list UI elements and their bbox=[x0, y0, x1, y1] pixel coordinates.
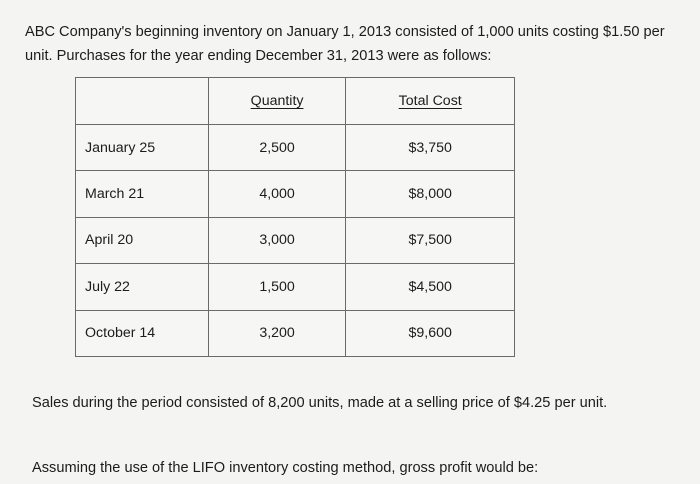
purchases-table bbox=[75, 77, 515, 357]
purchase-total-cost: $9,600 bbox=[346, 310, 515, 356]
purchase-total-cost: $4,500 bbox=[346, 264, 515, 310]
question-text: Assuming the use of the LIFO inventory costing method, gross profit would be: bbox=[32, 460, 539, 476]
purchase-date: April 20 bbox=[76, 217, 209, 263]
header-total-cost-label: Total Cost bbox=[398, 93, 462, 109]
purchase-total-cost: $8,000 bbox=[346, 171, 515, 217]
sales-text: Sales during the period consisted of 8,200 units, made at a selling price of $4.25 per unit. bbox=[32, 395, 608, 411]
table-header-row bbox=[76, 78, 515, 125]
purchase-date: January 25 bbox=[76, 125, 209, 171]
purchase-quantity: 4,000 bbox=[208, 171, 346, 217]
table-row bbox=[76, 171, 515, 217]
table-row bbox=[76, 217, 515, 263]
purchase-date: July 22 bbox=[76, 264, 209, 310]
purchase-quantity: 2,500 bbox=[208, 125, 346, 171]
purchase-quantity: 3,200 bbox=[208, 310, 346, 356]
purchase-quantity: 1,500 bbox=[208, 264, 346, 310]
problem-intro-text: ABC Company's beginning inventory on January 1, 2013 consisted of 1,000 units costing $1.50 per unit. Purchases for the year ending December 31, 2013 were as follows: bbox=[25, 24, 665, 64]
table-row bbox=[76, 310, 515, 356]
purchase-quantity: 3,000 bbox=[208, 217, 346, 263]
table-row bbox=[76, 125, 515, 171]
header-quantity-cell bbox=[208, 78, 346, 125]
header-quantity-label: Quantity bbox=[250, 93, 304, 109]
purchase-total-cost: $7,500 bbox=[346, 217, 515, 263]
table-row bbox=[76, 264, 515, 310]
purchase-date: October 14 bbox=[76, 310, 209, 356]
header-total-cost-cell bbox=[346, 78, 515, 125]
header-date-cell bbox=[76, 78, 209, 125]
purchase-total-cost: $3,750 bbox=[346, 125, 515, 171]
purchase-date: March 21 bbox=[76, 171, 209, 217]
